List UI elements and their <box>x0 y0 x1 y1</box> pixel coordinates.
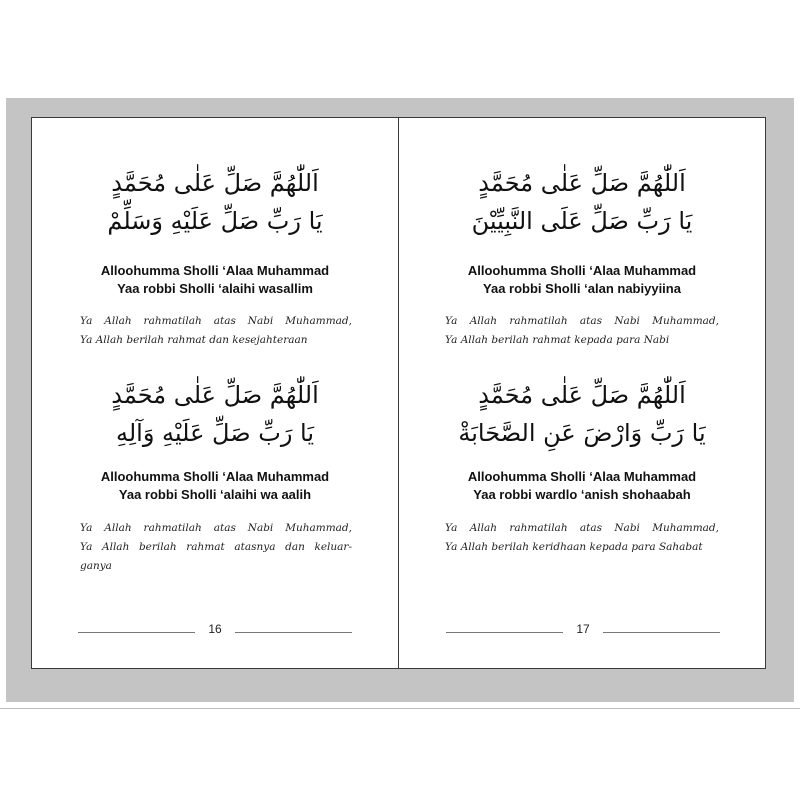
translation <box>445 519 719 557</box>
book-spread <box>31 117 766 669</box>
arabic-line: يَا رَبِّ صَلِّ عَلَيْهِ وَسَلِّمْ <box>107 207 323 235</box>
translation <box>80 312 352 350</box>
transliteration <box>32 262 398 298</box>
bottom-divider <box>0 708 800 709</box>
translation-line: Ya Allah berilah rahmat dan kesejahteraan <box>80 334 308 346</box>
translation-line: Ya Allah berilah keridhaan kepada para Sahabat <box>445 541 703 553</box>
arabic-line: اَللّٰهُمَّ صَلِّ عَلٰى مُحَمَّدٍ <box>111 381 319 409</box>
translation-line: ganya <box>80 560 112 572</box>
footer-rule <box>603 632 720 633</box>
transliteration-line: Yaa robbi Sholli ‘alan nabiyyiina <box>483 281 681 296</box>
arabic-line: يَا رَبِّ صَلِّ عَلَى النَّبِيِّيْنَ <box>471 207 693 235</box>
translation <box>80 519 352 576</box>
page-number: 16 <box>208 622 222 636</box>
transliteration-line: Yaa robbi wardlo ‘anish shohaabah <box>473 487 691 502</box>
prayer-section <box>399 376 765 452</box>
transliteration <box>399 262 765 298</box>
page-footer <box>32 620 398 640</box>
page-17 <box>399 118 765 668</box>
prayer-section <box>32 376 398 452</box>
transliteration-line: Alloohumma Sholli ‘Alaa Muhammad <box>467 263 697 278</box>
prayer-section <box>32 164 398 240</box>
transliteration-line: Alloohumma Sholli ‘Alaa Muhammad <box>467 469 697 484</box>
transliteration-line: Alloohumma Sholli ‘Alaa Muhammad <box>100 263 330 278</box>
transliteration <box>399 468 765 504</box>
translation <box>445 312 719 350</box>
arabic-line: يَا رَبِّ صَلِّ عَلَيْهِ وَآلِهِ <box>115 419 315 447</box>
arabic-line: اَللّٰهُمَّ صَلِّ عَلٰى مُحَمَّدٍ <box>111 169 319 197</box>
transliteration-line: Yaa robbi Sholli ‘alaihi wa aalih <box>118 487 312 502</box>
footer-rule <box>446 632 563 633</box>
translation-line: Ya Allah berilah rahmat atasnya dan keluar- <box>80 541 352 553</box>
translation-line: Ya Allah berilah rahmat kepada para Nabi <box>445 334 670 346</box>
page-number: 17 <box>576 622 590 636</box>
page-footer <box>399 620 765 640</box>
transliteration-line: Alloohumma Sholli ‘Alaa Muhammad <box>100 469 330 484</box>
prayer-section <box>399 164 765 240</box>
translation-line: Ya Allah rahmatilah atas Nabi Muhammad, <box>445 315 719 327</box>
page-16 <box>32 118 399 668</box>
transliteration <box>32 468 398 504</box>
footer-rule <box>235 632 352 633</box>
footer-rule <box>78 632 195 633</box>
transliteration-line: Yaa robbi Sholli ‘alaihi wasallim <box>117 281 313 296</box>
arabic-line: اَللّٰهُمَّ صَلِّ عَلٰى مُحَمَّدٍ <box>478 169 686 197</box>
translation-line: Ya Allah rahmatilah atas Nabi Muhammad, <box>80 315 352 327</box>
translation-line: Ya Allah rahmatilah atas Nabi Muhammad, <box>445 522 719 534</box>
arabic-line: يَا رَبِّ وَارْضَ عَنِ الصَّحَابَةْ <box>458 419 706 447</box>
arabic-line: اَللّٰهُمَّ صَلِّ عَلٰى مُحَمَّدٍ <box>478 381 686 409</box>
translation-line: Ya Allah rahmatilah atas Nabi Muhammad, <box>80 522 352 534</box>
